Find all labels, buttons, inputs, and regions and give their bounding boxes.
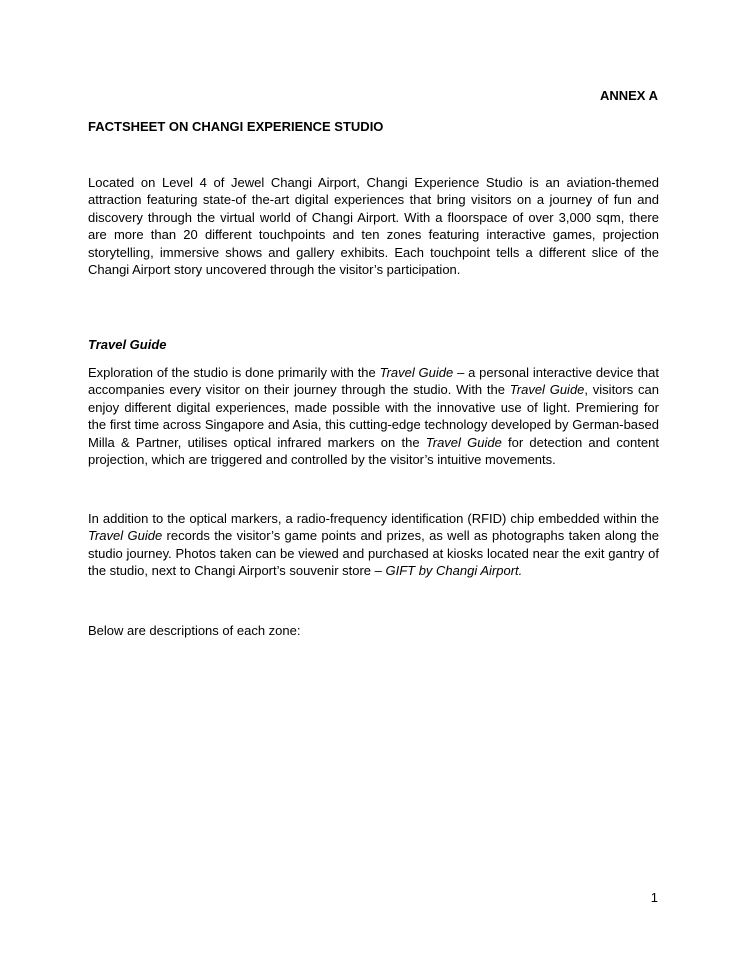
text-span: , visitors can enjoy different digital experiences, made possible with the innovative use of light. Premiering for the first time across Singapore and Asia, this cutting-edge technology developed by German-based Milla & Partner, utilises optical infrared markers on the — [88, 382, 659, 450]
text-span: Exploration of the studio is done primarily with the — [88, 365, 380, 380]
text-span: – a personal interactive device that accompanies every visitor on their journey through the studio. With the — [88, 365, 659, 398]
italic-term: GIFT by Changi Airport. — [385, 563, 523, 579]
text-span: for detection and content projection, which are triggered and controlled by the visitor’s intuitive movements. — [88, 434, 659, 468]
italic-term: Travel Guide — [509, 382, 585, 398]
italic-term: Travel Guide — [425, 434, 502, 450]
text-span: records the visitor’s game points and prizes, as well as photographs taken along the studio journey. Photos taken can be viewed and purchased at kiosks located near the exit gantry of the studio, next to Changi Airport’s souvenir store – — [88, 528, 659, 579]
intro-paragraph: Located on Level 4 of Jewel Changi Airport, Changi Experience Studio is an aviation-themed attraction featuring state-of the-art digital experiences that bring visitors on a journey of fun and discovery through the virtual world of Changi Airport. With a floorspace of over 3,000 sqm, there are more than 20 different touchpoints and ten zones featuring interactive games, projection storytelling, immersive shows and gallery exhibits. Each touchpoint tells a different slice of the Changi Airport story uncovered through the visitor’s participation. — [88, 175, 659, 278]
annex-label: ANNEX A — [599, 88, 658, 103]
text-span: In addition to the optical markers, a radio-frequency identification (RFID) chip embedded within the — [88, 511, 659, 526]
page-number: 1 — [650, 890, 658, 905]
italic-term: Travel Guide — [379, 365, 454, 380]
zones-intro: Below are descriptions of each zone: — [88, 623, 301, 638]
travel-guide-paragraph-1 — [88, 364, 659, 468]
italic-term: Travel Guide — [88, 528, 163, 544]
travel-guide-paragraph-2 — [88, 510, 659, 580]
document-title: FACTSHEET ON CHANGI EXPERIENCE STUDIO — [88, 119, 384, 134]
section-heading-travel-guide: Travel Guide — [88, 337, 167, 352]
